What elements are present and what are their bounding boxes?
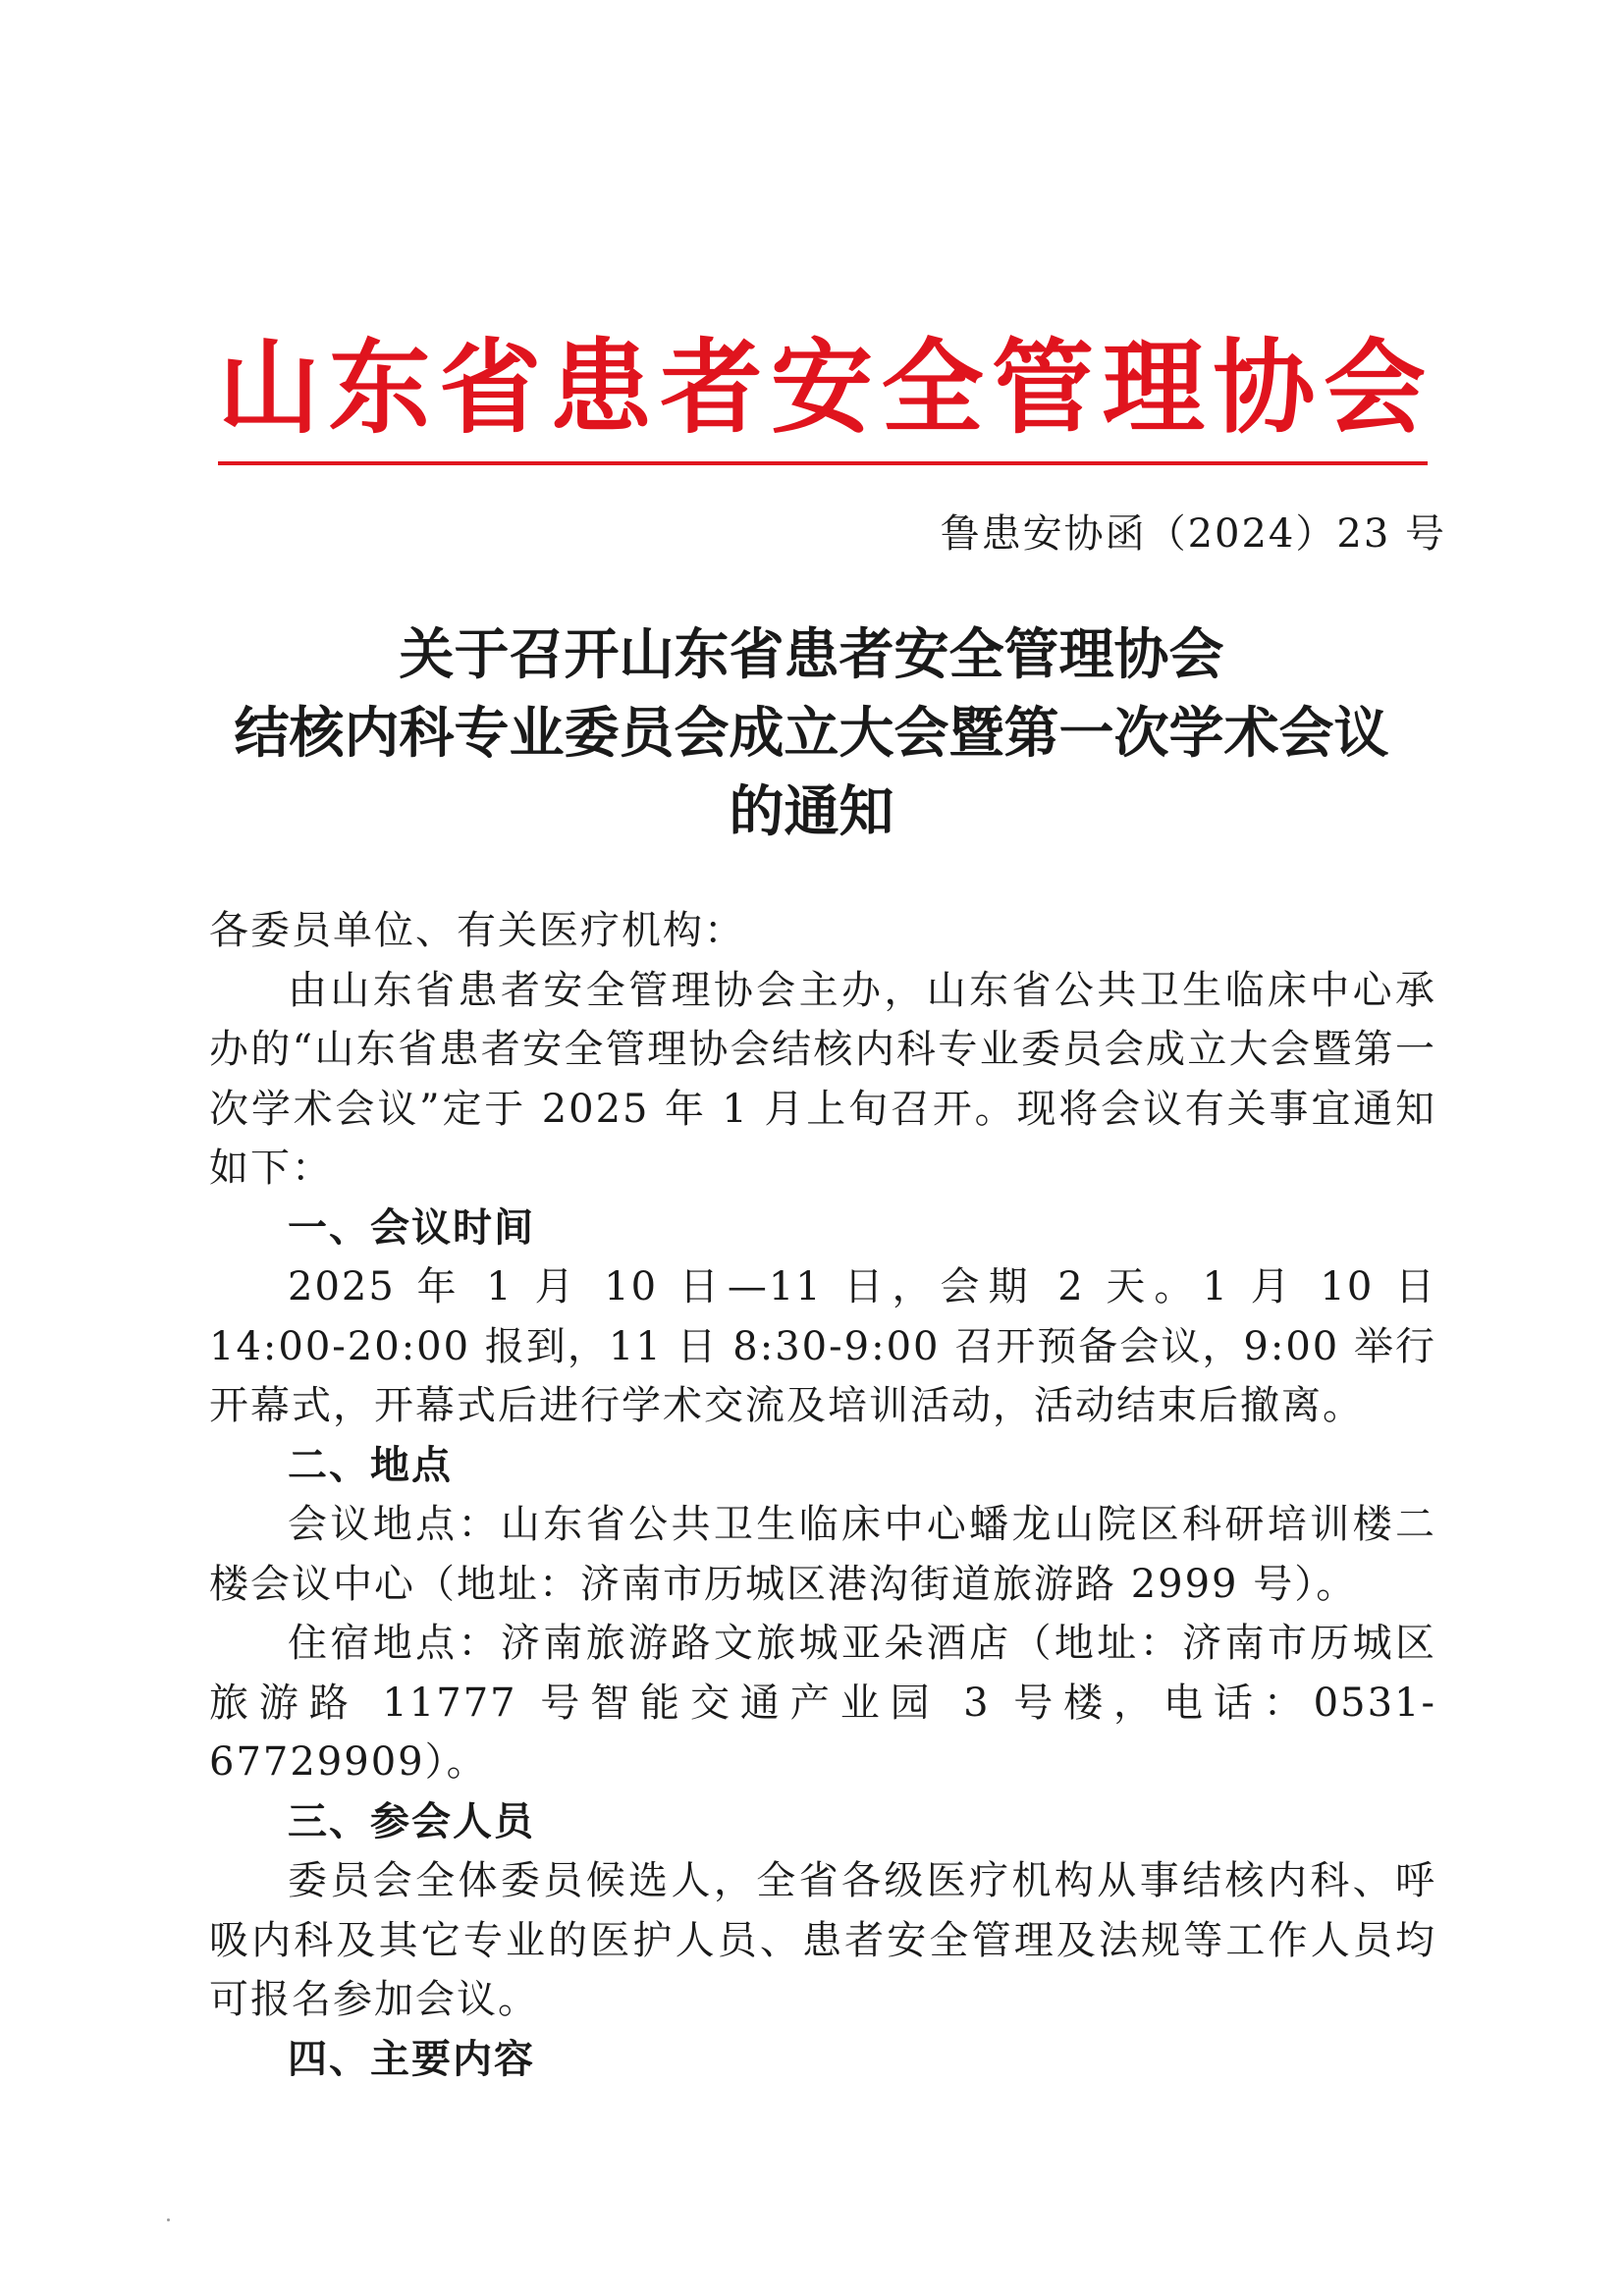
section-heading-attendees: 三、参会人员 [288,1798,535,1844]
header-char: 会 [1323,328,1426,448]
salutation: 各委员单位、有关医疗机构： [209,908,745,953]
document-number: 鲁患安协函（2024）23 号 [940,511,1446,557]
section-heading-location: 二、地点 [288,1442,453,1488]
header-char: 理 [1102,328,1205,448]
section-lodging-text: 住宿地点：济南旅游路文旅城亚朵酒店（地址：济南市历城区旅游路 11777 号智能交通产业园 3 号楼，电话：0531-67729909）。 [209,1621,1436,1785]
section-heading-time: 一、会议时间 [288,1204,535,1251]
header-char: 全 [881,328,984,448]
section-time-text: 2025 年 1 月 10 日—11 日，会期 2 天。1 月 10 日 14:00-20:00 报到，11 日 8:30-9:00 召开预备会议，9:00 举行开幕式，开幕式后进行学术交流及培训活动，活动结束后撤离。 [209,1264,1436,1428]
title-line-3: 的通知 [729,780,894,844]
header-char: 东 [328,328,431,448]
section-venue-text: 会议地点：山东省公共卫生临床中心蟠龙山院区科研培训楼二楼会议中心（地址：济南市历城区港沟街道旅游路 2999 号）。 [209,1502,1436,1607]
header-char: 管 [992,328,1095,448]
header-char: 者 [660,328,763,448]
header-char: 协 [1213,328,1316,448]
scan-speck [167,2218,170,2221]
section-heading-content: 四、主要内容 [288,2036,535,2082]
title-line-1: 关于召开山东省患者安全管理协会 [399,623,1224,687]
organization-header [218,324,1426,452]
header-divider [218,461,1428,465]
section-attendees-text: 委员会全体委员候选人，全省各级医疗机构从事结核内科、呼吸内科及其它专业的医护人员、患者安全管理及法规等工作人员均可报名参加会议。 [209,1858,1436,2022]
notice-title [177,616,1446,852]
intro-paragraph: 由山东省患者安全管理协会主办，山东省公共卫生临床中心承办的“山东省患者安全管理协会结核内科专业委员会成立大会暨第一次学术会议”定于 2025 年 1 月上旬召开。现将会议有关事宜通知如下： [209,967,1436,1191]
notice-body [209,901,1436,2089]
header-char: 患 [549,328,652,448]
header-char: 省 [439,328,542,448]
header-char: 山 [218,328,321,448]
header-char: 安 [770,328,873,448]
title-line-2: 结核内科专业委员会成立大会暨第一次学术会议 [234,702,1389,766]
